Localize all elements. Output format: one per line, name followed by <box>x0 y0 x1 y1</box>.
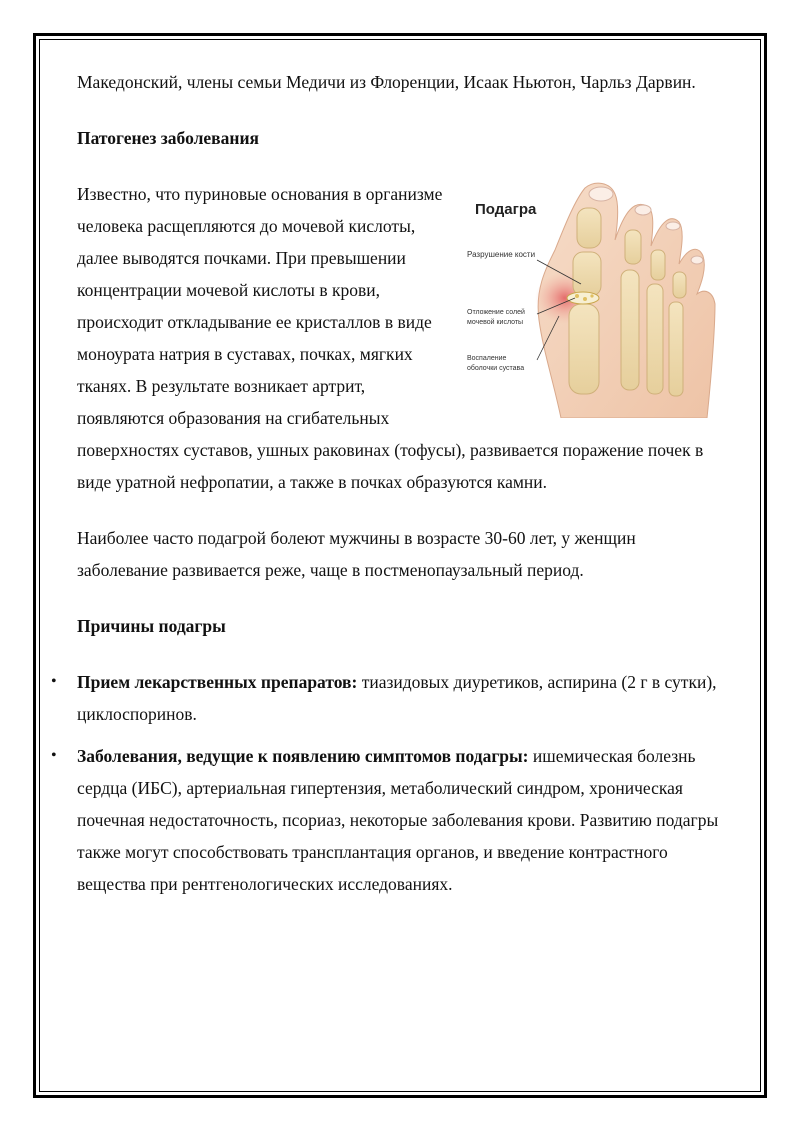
list-item-term: Заболевания, ведущие к появлению симптомов подагры: <box>77 746 529 766</box>
list-item <box>51 740 727 900</box>
bullet-icon: • <box>51 673 57 690</box>
list-item-text: тиазидовых диуретиков, аспирина (2 г в сутки), циклоспоринов. <box>77 672 717 724</box>
figure-label-synovitis: Воспаление оболочки сустава <box>467 355 525 372</box>
list-item-term: Прием лекарственных препаратов: <box>77 672 358 692</box>
section-heading-pathogenesis: Патогенез заболевания <box>77 128 260 148</box>
list-item <box>51 666 727 730</box>
figure-title: Подагра <box>475 201 537 218</box>
figure-label-urate-deposits: Отложение солей мочевой кислоты <box>467 309 525 326</box>
gout-foot-illustration <box>465 180 717 418</box>
pathogenesis-paragraph: Известно, что пуриновые основания в организме человека расщепляются до мочевой кислоты, далее выводятся почками. При превышении концентрации мочевой кислоты в крови, происходит откладывание ее кристаллов в виде моноурата натрия в суставах, почках, мягких тканях. В результате возникает артрит, появляются образования на сгибательных поверхностях суставов, ушных раковинах (тофусы), развивается поражение почек в виде уратной нефропатии, а также в почках образуются камни. <box>77 184 704 492</box>
causes-list <box>51 666 727 900</box>
figure-label-bone-destruction: Разрушение кости <box>467 250 536 259</box>
list-item-text: ишемическая болезнь сердца (ИБС), артериальная гипертензия, метаболический синдром, хроническая почечная недостаточность, псориаз, некоторые заболевания крови. Развитию подагры также могут способствовать трансплантация органов, и введение контрастного вещества при рентгенологических исследованиях. <box>77 746 719 894</box>
epidemiology-paragraph: Наиболее часто подагрой болеют мужчины в возрасте 30-60 лет, у женщин заболевание развивается реже, чаще в постменопаузальный период. <box>77 528 636 580</box>
intro-paragraph: Македонский, члены семьи Медичи из Флоренции, Исаак Ньютон, Чарльз Дарвин. <box>77 72 696 92</box>
document-body <box>51 66 727 910</box>
bullet-icon: • <box>51 747 57 764</box>
section-heading-causes: Причины подагры <box>77 616 226 636</box>
